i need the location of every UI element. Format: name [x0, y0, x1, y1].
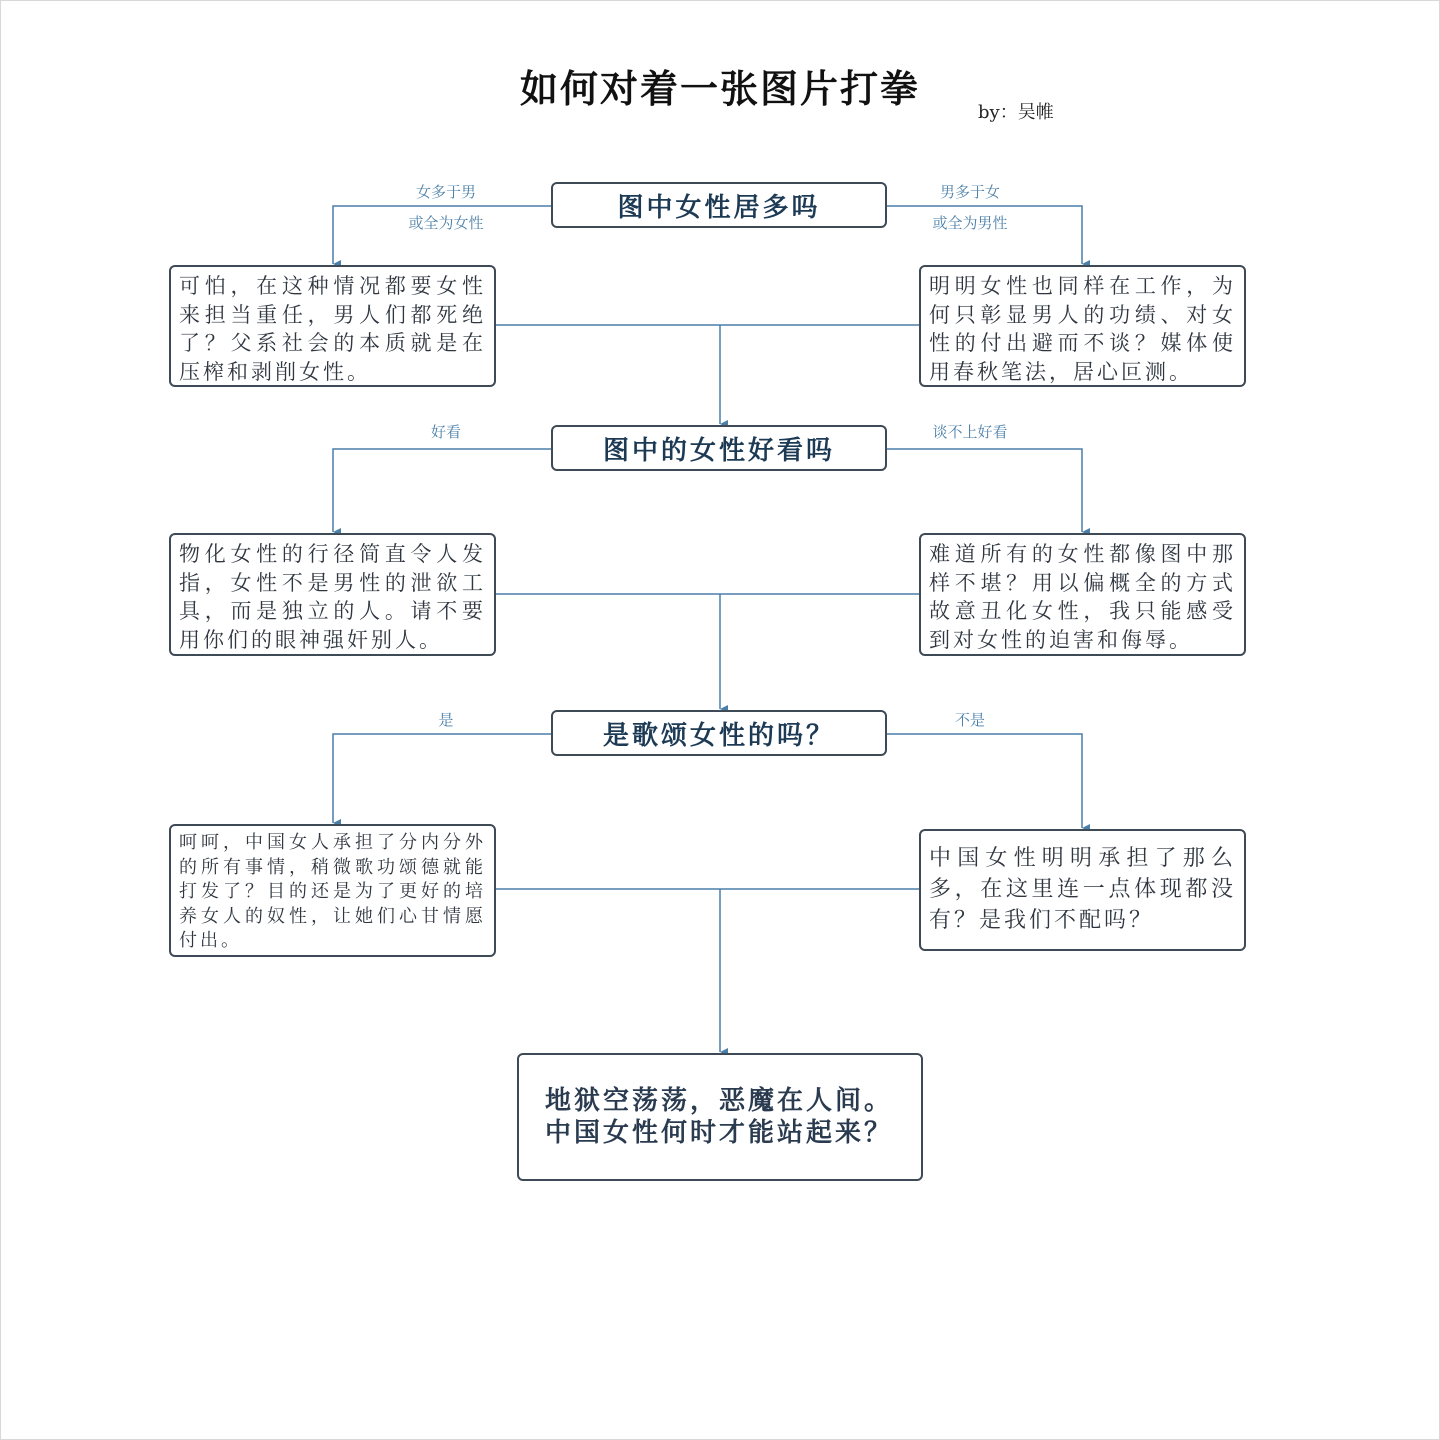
edge-label-q1-left-2: 或全为女性 — [408, 214, 484, 232]
edge-label-q1-right-1: 男多于女 — [939, 183, 1000, 201]
question-box-3: 是歌颂女性的吗？ — [551, 710, 887, 756]
edge-q2-left — [333, 449, 551, 532]
edge-label-q1-left-1: 女多于男 — [415, 183, 476, 201]
edge-label-q2-right: 谈不上好看 — [932, 423, 1008, 441]
edge-q3-right — [887, 734, 1082, 828]
answer-box-q3-right: 中国女性明明承担了那么多，在这里连一点体现都没有？是我们不配吗？ — [919, 829, 1246, 951]
conclusion-line-1: 地狱空荡荡，恶魔在人间。 — [545, 1086, 894, 1116]
edge-label-q2-left: 好看 — [430, 423, 461, 441]
author-credit: by：吴帷 — [978, 102, 1054, 123]
edge-label-q1-right-2: 或全为男性 — [932, 214, 1008, 232]
edge-label-q3-right: 不是 — [954, 711, 985, 729]
edge-q2-right — [887, 449, 1082, 532]
question-box-2: 图中的女性好看吗 — [551, 425, 887, 471]
answer-box-q1-right: 明明女性也同样在工作，为何只彰显男人的功绩、对女性的付出避而不谈？媒体使用春秋笔法，居心叵测。 — [919, 265, 1246, 387]
answer-box-q2-left: 物化女性的行径简直令人发指，女性不是男性的泄欲工具，而是独立的人。请不要用你们的眼神强奸别人。 — [169, 533, 496, 656]
conclusion-line-2: 中国女性何时才能站起来？ — [545, 1118, 894, 1148]
answer-box-q2-right: 难道所有的女性都像图中那样不堪？用以偏概全的方式故意丑化女性，我只能感受到对女性的迫害和侮辱。 — [919, 533, 1246, 656]
question-box-1: 图中女性居多吗 — [551, 182, 887, 228]
conclusion-box — [517, 1053, 923, 1181]
answer-box-q1-left: 可怕，在这种情况都要女性来担当重任，男人们都死绝了？父系社会的本质就是在压榨和剥削女性。 — [169, 265, 496, 387]
edge-label-q3-left: 是 — [438, 711, 454, 729]
edge-q3-left — [333, 734, 551, 823]
answer-box-q3-left: 呵呵，中国女人承担了分内分外的所有事情，稍微歌功颂德就能打发了？目的还是为了更好的培养女人的奴性，让她们心甘情愿付出。 — [169, 824, 496, 957]
page-title: 如何对着一张图片打拳 — [519, 66, 920, 111]
